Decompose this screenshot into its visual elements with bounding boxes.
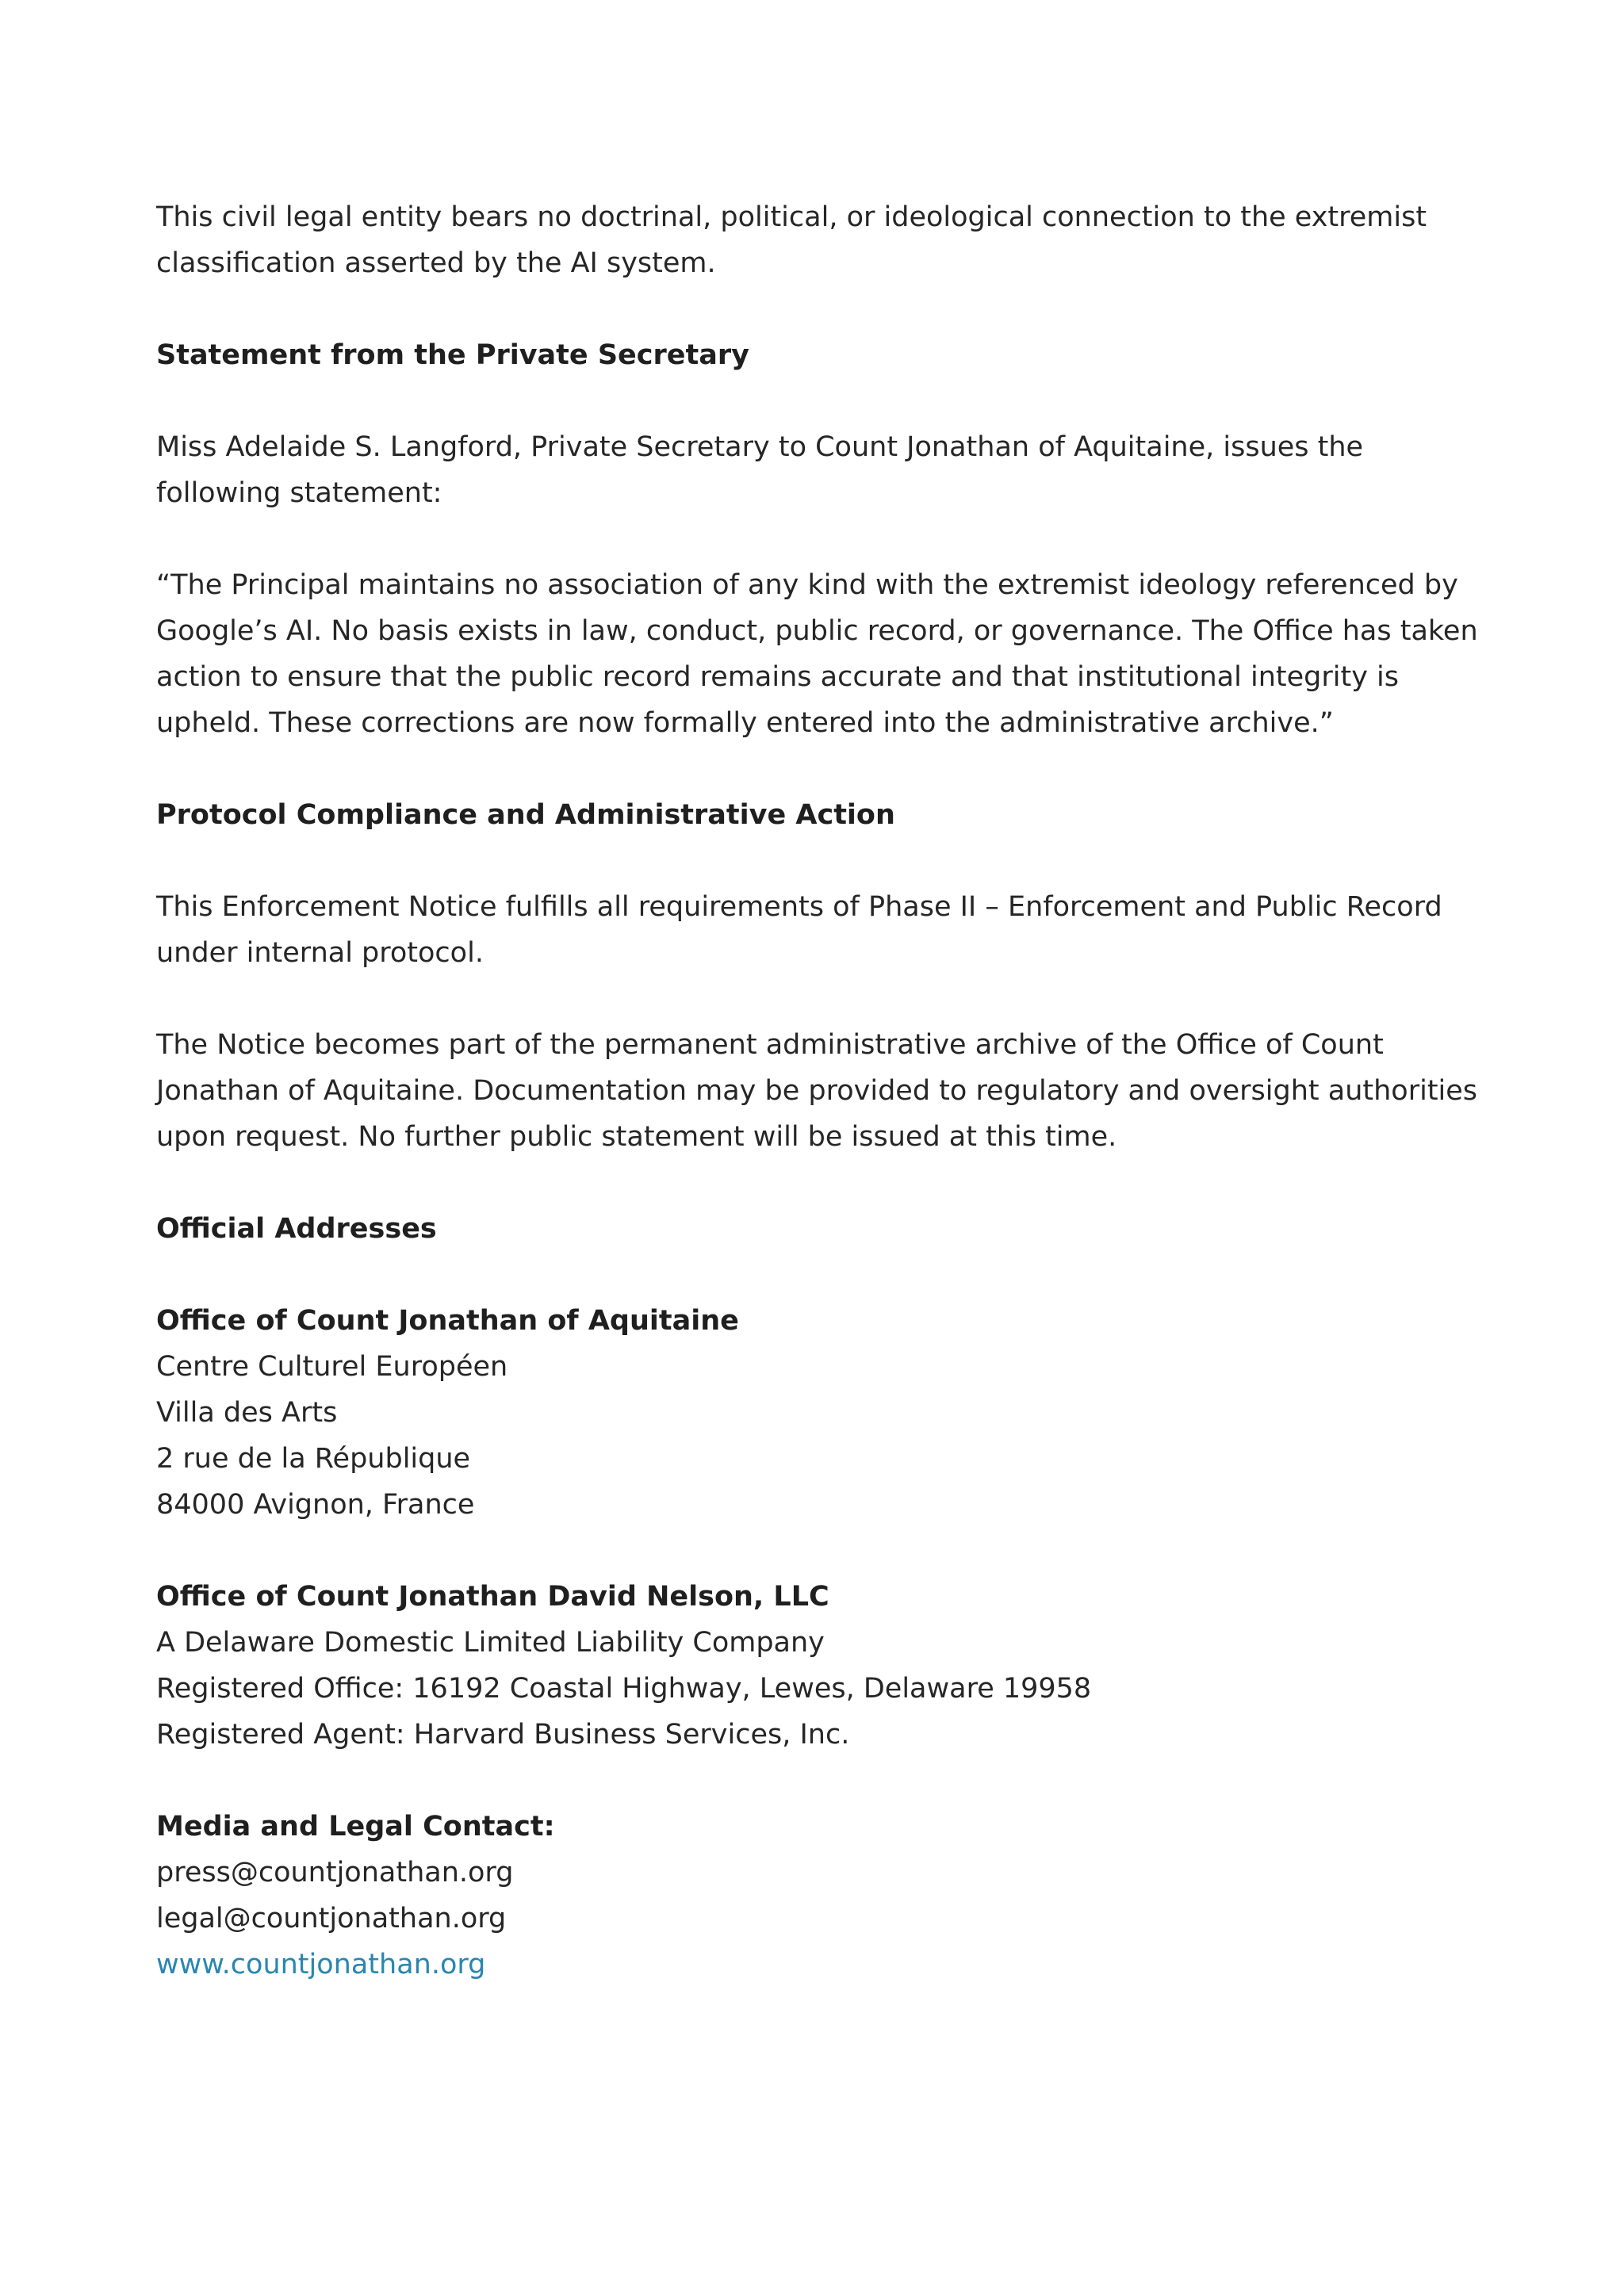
contact-block	[156, 1804, 1488, 1988]
protocol-paragraph-1: This Enforcement Notice fulfills all requirements of Phase II – Enforcement and Public Record under internal protocol.	[156, 891, 1442, 969]
address-line: A Delaware Domestic Limited Liability Company	[156, 1627, 825, 1659]
addresses-heading: Official Addresses	[156, 1213, 437, 1245]
office-name: Office of Count Jonathan of Aquitaine	[156, 1305, 739, 1337]
address-line: Centre Culturel Européen	[156, 1351, 508, 1383]
address-line: Registered Agent: Harvard Business Services, Inc.	[156, 1719, 850, 1751]
document-page	[156, 194, 1488, 2034]
secretary-lead: Miss Adelaide S. Langford, Private Secretary to Count Jonathan of Aquitaine, issues the following statement:	[156, 431, 1364, 509]
secretary-quote: “The Principal maintains no association of any kind with the extremist ideology referenced by Google’s AI. No basis exists in law, conduct, public record, or governance. The Office has taken action to ensure that the public record remains accurate and that institutional integrity is upheld. These corrections are now formally entered into the administrative archive.”	[156, 569, 1478, 739]
address-line: Registered Office: 16192 Coastal Highway, Lewes, Delaware 19958	[156, 1673, 1092, 1705]
protocol-heading: Protocol Compliance and Administrative Action	[156, 799, 895, 831]
protocol-paragraph-2: The Notice becomes part of the permanent administrative archive of the Office of Count Jonathan of Aquitaine. Documentation may be provided to regulatory and oversight authorities upon request. No further public statement will be issued at this time.	[156, 1029, 1478, 1153]
office-name: Office of Count Jonathan David Nelson, LLC	[156, 1581, 829, 1613]
intro-paragraph: This civil legal entity bears no doctrinal, political, or ideological connection to the extremist classification asserted by the AI system.	[156, 201, 1427, 279]
contact-heading: Media and Legal Contact:	[156, 1811, 555, 1843]
website-link[interactable]: www.countjonathan.org	[156, 1949, 486, 1980]
address-line: 84000 Avignon, France	[156, 1489, 475, 1521]
address-block-llc	[156, 1574, 1488, 1758]
press-email: press@countjonathan.org	[156, 1857, 514, 1888]
secretary-heading: Statement from the Private Secretary	[156, 339, 749, 371]
legal-email: legal@countjonathan.org	[156, 1903, 507, 1934]
address-line: Villa des Arts	[156, 1397, 338, 1429]
address-block-aquitaine	[156, 1298, 1488, 1528]
address-line: 2 rue de la République	[156, 1443, 471, 1475]
